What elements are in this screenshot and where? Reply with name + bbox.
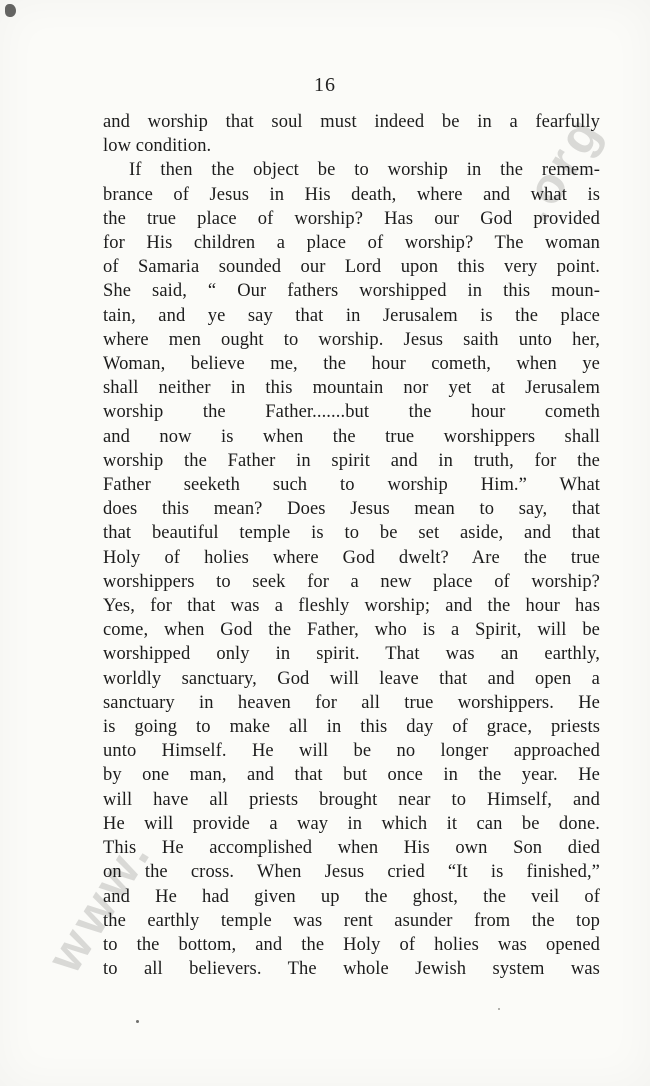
text-line: worshipped only in spirit. That was an earthly,	[103, 644, 600, 665]
text-line: Father seeketh such to worship Him.” What	[103, 475, 600, 496]
text-line: on the cross. When Jesus cried “It is finished,”	[103, 862, 600, 883]
text-line: worldly sanctuary, God will leave that and open a	[103, 668, 600, 689]
text-line: for His children a place of worship? The woman	[103, 233, 600, 254]
text-line: unto Himself. He will be no longer approached	[103, 741, 600, 762]
text-line: Holy of holies where God dwelt? Are the true	[103, 547, 600, 568]
text-line: to all believers. The whole Jewish system was	[103, 959, 600, 980]
text-line: tain, and ye say that in Jerusalem is the place	[103, 305, 600, 326]
text-line: Woman, believe me, the hour cometh, when ye	[103, 354, 600, 375]
text-line: worship the Father.......but the hour cometh	[103, 402, 600, 423]
text-line: to the bottom, and the Holy of holies was opened	[103, 934, 600, 955]
text-line: Yes, for that was a fleshly worship; and the hour has	[103, 596, 600, 617]
text-line: shall neither in this mountain nor yet at Jerusalem	[103, 378, 600, 399]
text-line: come, when God the Father, who is a Spirit, will be	[103, 620, 600, 641]
text-line: brance of Jesus in His death, where and what is	[103, 184, 600, 205]
text-line: and He had given up the ghost, the veil of	[103, 886, 600, 907]
text-line: and now is when the true worshippers shall	[103, 426, 600, 447]
text-line: that beautiful temple is to be set aside, and that	[103, 523, 600, 544]
text-line: of Samaria sounded our Lord upon this very point.	[103, 257, 600, 278]
text-line: the true place of worship? Has our God provided	[103, 208, 600, 229]
watermark-end-text: .org	[505, 104, 614, 231]
page-number: 16	[314, 74, 336, 96]
scan-speck	[136, 1020, 139, 1023]
text-line: and worship that soul must indeed be in a fearfully	[103, 112, 600, 132]
watermark-start-text: www.	[36, 826, 163, 982]
text-line: does this mean? Does Jesus mean to say, that	[103, 499, 600, 520]
text-line: She said, “ Our fathers worshipped in this moun-	[103, 281, 600, 302]
scan-speck	[5, 4, 16, 17]
text-line: the earthly temple was rent asunder from the top	[103, 910, 600, 931]
text-line: He will provide a way in which it can be done.	[103, 813, 600, 834]
scan-speck	[498, 1008, 500, 1010]
text-line: is going to make all in this day of grace, priests	[103, 717, 600, 738]
text-line: worship the Father in spirit and in truth, for the	[103, 450, 600, 471]
text-line: will have all priests brought near to Himself, and	[103, 789, 600, 810]
text-line: low condition.	[103, 136, 212, 157]
text-line: where men ought to worship. Jesus saith unto her,	[103, 329, 600, 350]
text-line: worshippers to seek for a new place of worship?	[103, 571, 600, 592]
text-line: sanctuary in heaven for all true worshippers. He	[103, 692, 600, 713]
page-lines	[103, 110, 600, 981]
text-line: This He accomplished when His own Son died	[103, 838, 600, 859]
text-line: by one man, and that but once in the year. He	[103, 765, 600, 786]
text-line: If then the object be to worship in the remem-	[129, 160, 600, 181]
